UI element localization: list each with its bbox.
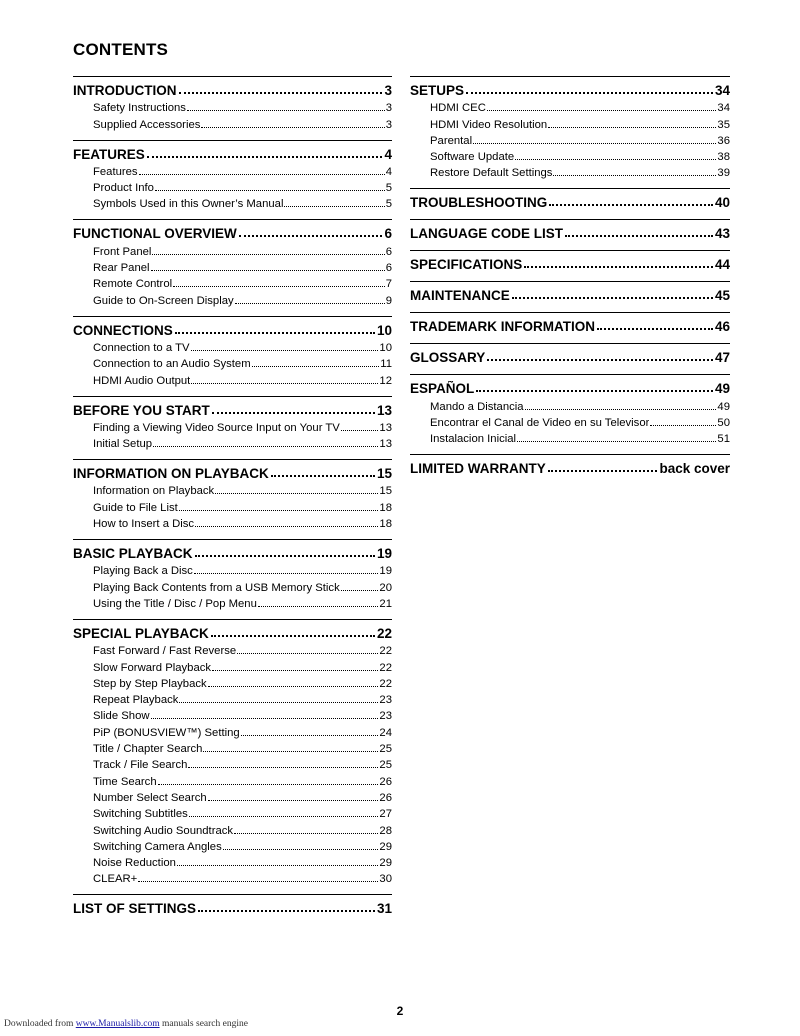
section-page: 43	[714, 226, 730, 242]
entry-title: Software Update	[430, 151, 515, 164]
dot-leader	[565, 235, 713, 237]
dot-leader	[153, 446, 378, 447]
entry-page: 18	[379, 501, 392, 514]
dot-leader	[466, 92, 713, 94]
dot-leader	[234, 833, 378, 834]
dot-leader	[155, 190, 385, 191]
toc-section-heading[interactable]	[410, 312, 730, 334]
dot-leader	[211, 635, 375, 637]
entry-title: Front Panel	[93, 245, 152, 258]
section-title: CONNECTIONS	[73, 322, 173, 338]
dot-leader	[201, 127, 384, 128]
section-title: BASIC PLAYBACK	[73, 546, 193, 562]
section-title: FEATURES	[73, 146, 145, 162]
dot-leader	[151, 718, 379, 719]
dot-leader	[195, 526, 378, 527]
toc-section-heading[interactable]	[73, 894, 392, 916]
toc-entry[interactable]	[430, 114, 730, 130]
toc-section-glossary	[410, 343, 730, 365]
dot-leader	[525, 409, 717, 410]
toc-section-specifications	[410, 250, 730, 272]
toc-entry[interactable]	[93, 706, 392, 722]
dot-leader	[258, 606, 379, 607]
entry-title: PiP (BONUSVIEW™) Setting	[93, 726, 240, 739]
entry-page: 6	[385, 245, 392, 258]
dot-leader	[138, 881, 378, 882]
dot-leader	[487, 359, 713, 361]
entry-title: How to Insert a Disc	[93, 518, 195, 531]
dot-leader	[341, 430, 379, 431]
entry-page: 11	[380, 358, 392, 371]
entry-title: Slide Show	[93, 710, 150, 723]
toc-entry[interactable]	[93, 114, 392, 130]
entry-page: 25	[379, 759, 392, 772]
toc-section-limited-warranty	[410, 454, 730, 476]
dot-leader	[487, 110, 717, 111]
toc-entry[interactable]	[430, 413, 730, 429]
entry-title: Information on Playback	[93, 485, 215, 498]
toc-section-heading[interactable]	[410, 219, 730, 241]
entry-page: 22	[379, 645, 392, 658]
toc-entry[interactable]	[93, 162, 392, 178]
section-page: 31	[376, 901, 392, 917]
entry-page: 19	[379, 565, 392, 578]
dot-leader	[473, 143, 716, 144]
dot-leader	[284, 206, 384, 207]
entry-title: Finding a Viewing Video Source Input on Your TV	[93, 421, 340, 434]
toc-section-list-of-settings	[73, 894, 392, 916]
entry-title: Repeat Playback	[93, 694, 179, 707]
entry-title: Parental	[430, 134, 473, 147]
dot-leader	[241, 735, 379, 736]
dot-leader	[177, 865, 379, 866]
dot-leader	[549, 204, 713, 206]
section-title: LANGUAGE CODE LIST	[410, 226, 564, 242]
entry-page: 3	[385, 102, 392, 115]
toc-section-heading[interactable]	[73, 140, 392, 162]
entry-page: 27	[379, 808, 392, 821]
section-page: 15	[376, 466, 392, 482]
toc-entry[interactable]	[93, 418, 392, 434]
entry-page: 3	[385, 118, 392, 131]
toc-entry[interactable]	[93, 561, 392, 577]
toc-entry[interactable]	[93, 869, 392, 885]
toc-entry[interactable]	[93, 739, 392, 755]
dot-leader	[212, 412, 375, 414]
entry-page: 26	[379, 775, 392, 788]
toc-entry[interactable]	[430, 396, 730, 412]
entry-title: Step by Step Playback	[93, 677, 207, 690]
dot-leader	[189, 816, 379, 817]
entry-title: Using the Title / Disc / Pop Menu	[93, 597, 257, 610]
section-page: 45	[714, 288, 730, 304]
toc-entry[interactable]	[93, 354, 392, 370]
entry-title: Switching Camera Angles	[93, 840, 222, 853]
toc-entry[interactable]	[93, 690, 392, 706]
dot-leader	[597, 328, 713, 330]
entry-title: Track / File Search	[93, 759, 188, 772]
entry-page: 22	[379, 677, 392, 690]
footer-prefix: Downloaded from	[4, 1019, 74, 1029]
toc-section-connections	[73, 316, 392, 387]
dot-leader	[548, 127, 716, 128]
entry-title: Remote Control	[93, 278, 173, 291]
toc-entry[interactable]	[430, 98, 730, 114]
toc-entry[interactable]	[430, 131, 730, 147]
toc-section-heading[interactable]	[410, 454, 730, 476]
dot-leader	[188, 767, 378, 768]
entry-page: 25	[379, 743, 392, 756]
entry-page: 21	[379, 597, 392, 610]
section-title: LIMITED WARRANTY	[410, 461, 546, 477]
dot-leader	[187, 110, 385, 111]
dot-leader	[198, 910, 375, 912]
section-page: 13	[376, 402, 392, 418]
section-title: MAINTENANCE	[410, 288, 510, 304]
toc-section-heading[interactable]	[410, 250, 730, 272]
dot-leader	[203, 751, 378, 752]
entry-page: 34	[717, 102, 730, 115]
toc-section-heading[interactable]	[73, 316, 392, 338]
toc-entry[interactable]	[93, 481, 392, 497]
toc-section-espa-ol	[410, 374, 730, 445]
entry-title: Switching Subtitles	[93, 808, 188, 821]
section-page: 44	[714, 257, 730, 273]
entry-page: 29	[379, 840, 392, 853]
entry-title: Features	[93, 165, 138, 178]
toc-section-heading[interactable]	[410, 188, 730, 210]
entry-page: 10	[379, 341, 392, 354]
dot-leader	[252, 366, 380, 367]
entry-page: 4	[385, 165, 392, 178]
toc-entry[interactable]	[93, 820, 392, 836]
toc-section-setups	[410, 76, 730, 179]
entry-title: Encontrar el Canal de Video en su Televisor	[430, 417, 650, 430]
footer-suffix: manuals search engine	[161, 1019, 248, 1029]
entry-page: 29	[379, 857, 392, 870]
toc-section-heading[interactable]	[73, 76, 392, 98]
dot-leader	[517, 441, 716, 442]
toc-entry[interactable]	[93, 577, 392, 593]
dot-leader	[548, 470, 658, 472]
page-number: 2	[396, 1004, 404, 1018]
toc-section-heading[interactable]	[410, 76, 730, 98]
dot-leader	[223, 849, 379, 850]
toc-entry[interactable]	[93, 788, 392, 804]
toc-section-heading[interactable]	[73, 539, 392, 561]
entry-title: Title / Chapter Search	[93, 743, 203, 756]
dot-leader	[341, 590, 379, 591]
toc-section-introduction	[73, 76, 392, 131]
entry-page: 36	[717, 134, 730, 147]
toc-section-functional-overview	[73, 219, 392, 306]
dot-leader	[173, 286, 385, 287]
entry-title: Fast Forward / Fast Reverse	[93, 645, 237, 658]
dot-leader	[191, 383, 378, 384]
entry-title: CLEAR+	[93, 873, 138, 886]
entry-title: Playing Back a Disc	[93, 565, 193, 578]
entry-title: Instalacion Inicial	[430, 433, 517, 446]
section-page: 4	[384, 146, 392, 162]
entry-title: Rear Panel	[93, 262, 150, 275]
entry-page: 24	[379, 726, 392, 739]
entry-title: Restore Default Settings	[430, 167, 553, 180]
dot-leader	[235, 303, 385, 304]
dot-leader	[195, 555, 375, 557]
entry-page: 6	[385, 262, 392, 275]
entry-title: Supplied Accessories	[93, 118, 201, 131]
toc-entry[interactable]	[93, 657, 392, 673]
toc-section-language-code-list	[410, 219, 730, 241]
section-page: 10	[376, 322, 392, 338]
download-footer	[4, 1019, 248, 1029]
dot-leader	[179, 92, 383, 94]
toc-section-heading[interactable]	[73, 219, 392, 241]
entry-page: 51	[717, 433, 730, 446]
dot-leader	[553, 175, 716, 176]
toc-section-before-you-start	[73, 396, 392, 451]
entry-page: 50	[717, 417, 730, 430]
toc-entry[interactable]	[93, 514, 392, 530]
section-page: 19	[376, 546, 392, 562]
entry-title: Initial Setup	[93, 438, 153, 451]
entry-page: 22	[379, 661, 392, 674]
toc-entry[interactable]	[93, 290, 392, 306]
entry-page: 5	[385, 198, 392, 211]
toc-entry[interactable]	[93, 178, 392, 194]
toc-section-heading[interactable]	[73, 396, 392, 418]
section-title: INTRODUCTION	[73, 83, 177, 98]
toc-section-trademark-information	[410, 312, 730, 334]
entry-title: Switching Audio Soundtrack	[93, 824, 234, 837]
entry-title: Connection to an Audio System	[93, 358, 251, 371]
toc-entry[interactable]	[93, 370, 392, 386]
entry-page: 7	[385, 278, 392, 291]
section-page: 46	[714, 319, 730, 335]
entry-page: 5	[385, 182, 392, 195]
toc-left-column	[73, 76, 392, 925]
toc-entry[interactable]	[93, 674, 392, 690]
entry-page: 28	[379, 824, 392, 837]
toc-entry[interactable]	[93, 837, 392, 853]
dot-leader	[158, 784, 379, 785]
toc-section-troubleshooting	[410, 188, 730, 210]
section-title: GLOSSARY	[410, 350, 486, 366]
dot-leader	[512, 297, 713, 299]
section-title: INFORMATION ON PLAYBACK	[73, 466, 269, 482]
dot-leader	[151, 270, 385, 271]
section-title: ESPAÑOL	[410, 381, 475, 397]
entry-page: 18	[379, 518, 392, 531]
entry-title: Product Info	[93, 182, 154, 195]
toc-section-heading[interactable]	[410, 374, 730, 396]
dot-leader	[215, 493, 378, 494]
entry-page: 12	[379, 374, 392, 387]
dot-leader	[212, 670, 378, 671]
dot-leader	[139, 174, 385, 175]
toc-right-column	[410, 76, 730, 485]
entry-page: 30	[379, 873, 392, 886]
dot-leader	[175, 332, 375, 334]
dot-leader	[515, 159, 716, 160]
dot-leader	[524, 266, 713, 268]
section-page: 40	[714, 195, 730, 211]
section-page: 49	[714, 381, 730, 397]
section-page: 47	[714, 350, 730, 366]
entry-title: Guide to File List	[93, 501, 178, 514]
toc-entry[interactable]	[430, 429, 730, 445]
toc-section-heading[interactable]	[410, 343, 730, 365]
dot-leader	[271, 475, 375, 477]
entry-page: 13	[379, 421, 392, 434]
dot-leader	[194, 573, 379, 574]
toc-section-heading[interactable]	[410, 281, 730, 303]
toc-section-information-on-playback	[73, 459, 392, 530]
entry-title: Playing Back Contents from a USB Memory Stick	[93, 581, 340, 594]
toc-entry[interactable]	[93, 594, 392, 610]
entry-page: 15	[379, 485, 392, 498]
entry-title: HDMI Audio Output	[93, 374, 191, 387]
entry-page: 23	[379, 710, 392, 723]
dot-leader	[208, 686, 379, 687]
entry-title: HDMI Video Resolution	[430, 118, 548, 131]
dot-leader	[208, 800, 379, 801]
entry-title: Guide to On-Screen Display	[93, 294, 234, 307]
dot-leader	[152, 254, 384, 255]
toc-entry[interactable]	[93, 194, 392, 210]
toc-entry[interactable]	[93, 274, 392, 290]
toc-entry[interactable]	[93, 722, 392, 738]
section-page: back cover	[659, 461, 730, 477]
toc-section-maintenance	[410, 281, 730, 303]
entry-title: HDMI CEC	[430, 102, 486, 115]
toc-section-special-playback	[73, 619, 392, 885]
dot-leader	[237, 653, 378, 654]
toc-entry[interactable]	[93, 338, 392, 354]
dot-leader	[650, 425, 716, 426]
manualslib-link[interactable]: www.Manualslib.com	[75, 1019, 160, 1029]
entry-page: 39	[717, 167, 730, 180]
entry-page: 35	[717, 118, 730, 131]
entry-title: Mando a Distancia	[430, 400, 524, 413]
dot-leader	[179, 702, 378, 703]
toc-entry[interactable]	[93, 853, 392, 869]
section-page: 3	[384, 83, 392, 98]
toc-entry[interactable]	[93, 434, 392, 450]
entry-title: Slow Forward Playback	[93, 661, 212, 674]
entry-title: Number Select Search	[93, 791, 207, 804]
toc-entry[interactable]	[93, 241, 392, 257]
dot-leader	[179, 510, 379, 511]
entry-title: Connection to a TV	[93, 341, 190, 354]
toc-section-heading[interactable]	[73, 619, 392, 641]
toc-entry[interactable]	[93, 755, 392, 771]
dot-leader	[191, 350, 379, 351]
toc-entry[interactable]	[93, 497, 392, 513]
dot-leader	[476, 390, 713, 392]
entry-title: Time Search	[93, 775, 157, 788]
toc-entry[interactable]	[430, 147, 730, 163]
section-page: 6	[384, 226, 392, 242]
section-title: SETUPS	[410, 83, 465, 98]
toc-entry[interactable]	[93, 804, 392, 820]
entry-page: 9	[385, 294, 392, 307]
toc-entry[interactable]	[430, 163, 730, 179]
dot-leader	[147, 156, 383, 158]
section-title: FUNCTIONAL OVERVIEW	[73, 226, 237, 242]
page-title: CONTENTS	[73, 40, 169, 59]
entry-page: 20	[379, 581, 392, 594]
entry-page: 23	[379, 694, 392, 707]
dot-leader	[239, 235, 383, 237]
section-title: TRADEMARK INFORMATION	[410, 319, 595, 335]
toc-entry[interactable]	[93, 641, 392, 657]
toc-section-heading[interactable]	[73, 459, 392, 481]
section-title: BEFORE YOU START	[73, 402, 210, 418]
toc-section-features	[73, 140, 392, 211]
toc-entry[interactable]	[93, 98, 392, 114]
section-title: SPECIFICATIONS	[410, 257, 523, 273]
toc-entry[interactable]	[93, 771, 392, 787]
entry-page: 13	[379, 438, 392, 451]
entry-title: Noise Reduction	[93, 857, 176, 870]
section-title: LIST OF SETTINGS	[73, 901, 197, 917]
section-title: SPECIAL PLAYBACK	[73, 625, 209, 641]
toc-section-basic-playback	[73, 539, 392, 610]
section-title: TROUBLESHOOTING	[410, 195, 548, 211]
toc-entry[interactable]	[93, 258, 392, 274]
section-page: 22	[376, 625, 392, 641]
entry-page: 38	[717, 151, 730, 164]
section-page: 34	[714, 83, 730, 98]
entry-page: 26	[379, 791, 392, 804]
entry-page: 49	[717, 400, 730, 413]
entry-title: Symbols Used in this Owner’s Manual	[93, 198, 284, 211]
entry-title: Safety Instructions	[93, 102, 186, 115]
